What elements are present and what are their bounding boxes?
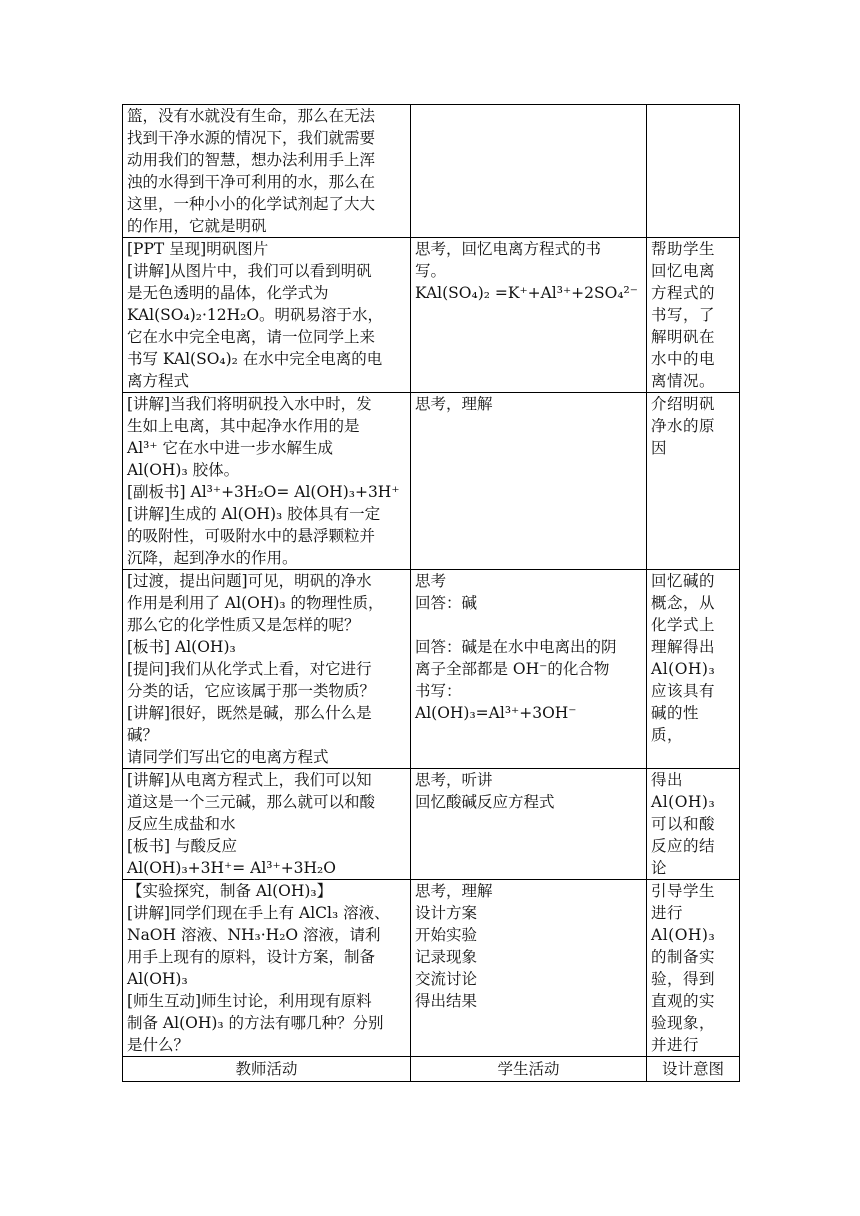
- lesson-plan-table: [122, 104, 740, 1082]
- table-row: [123, 105, 740, 238]
- text-line: 写。: [415, 262, 447, 280]
- text-line: 引导学生: [651, 882, 716, 900]
- teacher-cell: [123, 769, 411, 880]
- text-line: 可以和酸: [651, 815, 716, 833]
- text-line: 离情况。: [651, 372, 716, 390]
- intent-cell: [647, 769, 740, 880]
- text-line: [讲解]从图片中，我们可以看到明矾: [127, 262, 372, 280]
- text-line: 它在水中完全电离，请一位同学上来: [127, 328, 376, 346]
- text-line: 是什么？: [127, 1036, 190, 1054]
- text-line: 并进行: [651, 1036, 700, 1054]
- text-line: [师生互动]师生讨论，利用现有原料: [127, 992, 372, 1010]
- teacher-cell: [123, 238, 411, 393]
- text-line: [板书] Al(OH)₃: [127, 638, 236, 656]
- text-line: 介绍明矾: [651, 395, 716, 413]
- teacher-cell: [123, 105, 411, 238]
- text-line: 反应生成盐和水: [127, 815, 236, 833]
- text-line: 应该具有: [651, 682, 716, 700]
- text-line: 制备 Al(OH)₃ 的方法有哪几种？分别: [127, 1014, 384, 1032]
- text-line: [讲解]很好，既然是碱，那么什么是: [127, 704, 372, 722]
- text-line: 验，得到: [651, 970, 716, 988]
- text-line: 动用我们的智慧，想办法利用手上浑: [127, 151, 376, 169]
- student-cell: [411, 238, 647, 393]
- text-line: [讲解]同学们现在手上有 AlCl₃ 溶液、: [127, 904, 390, 922]
- text-line: 净水的原: [651, 417, 716, 435]
- text-line: 用手上现有的原料，设计方案，制备: [127, 948, 376, 966]
- intent-cell: [647, 105, 740, 238]
- student-cell: [411, 393, 647, 570]
- text-line: 回忆酸碱反应方程式: [415, 793, 555, 811]
- student-cell: [411, 880, 647, 1057]
- table-footer-row: [123, 1057, 740, 1082]
- text-line: Al(OH)₃: [651, 793, 716, 811]
- text-line: KAl(SO₄)₂ =K⁺+Al³⁺+2SO₄²⁻: [415, 284, 638, 302]
- text-line: 得出: [651, 771, 684, 789]
- text-line: 道这是一个三元碱，那么就可以和酸: [127, 793, 376, 811]
- text-line: Al(OH)₃=Al³⁺+3OH⁻: [415, 704, 577, 722]
- text-line: 开始实验: [415, 926, 478, 944]
- text-line: 回忆碱的: [651, 572, 716, 590]
- text-line: 作用是利用了 Al(OH)₃ 的物理性质，: [127, 594, 384, 612]
- text-line: 思考，听讲: [415, 771, 493, 789]
- text-line: 思考，理解: [415, 882, 493, 900]
- text-line: KAl(SO₄)₂·12H₂O。明矾易溶于水，: [127, 306, 384, 324]
- intent-cell: [647, 238, 740, 393]
- table-row: [123, 570, 740, 769]
- text-line: Al(OH)₃+3H⁺= Al³⁺+3H₂O: [127, 859, 336, 877]
- text-line: [讲解]从电离方程式上，我们可以知: [127, 771, 372, 789]
- text-line: 的作用，它就是明矾: [127, 217, 267, 235]
- text-line: 是无色透明的晶体，化学式为: [127, 284, 329, 302]
- text-line: 的制备实: [651, 948, 716, 966]
- text-line: 理解得出: [651, 638, 716, 656]
- table-row: [123, 393, 740, 570]
- teacher-cell: [123, 880, 411, 1057]
- text-line: 进行: [651, 904, 684, 922]
- text-line: 篮，没有水就没有生命，那么在无法: [127, 107, 376, 125]
- text-line: [提问]我们从化学式上看，对它进行: [127, 660, 372, 678]
- text-line: 请同学们写出它的电离方程式: [127, 748, 329, 766]
- text-line: [讲解]当我们将明矾投入水中时，发: [127, 395, 372, 413]
- text-line: 沉降，起到净水的作用。: [127, 549, 298, 567]
- text-line: 思考，理解: [415, 395, 493, 413]
- text-line: 直观的实: [651, 992, 716, 1010]
- student-cell: [411, 570, 647, 769]
- table-row: [123, 880, 740, 1057]
- text-line: 因: [651, 439, 668, 457]
- text-line: 【实验探究，制备 Al(OH)₃】: [127, 882, 333, 900]
- text-line: 设计方案: [415, 904, 478, 922]
- text-line: 碱？: [127, 726, 159, 744]
- footer-teacher-activity: 教师活动: [123, 1057, 411, 1082]
- text-line: 离子全部都是 OH⁻的化合物: [415, 660, 610, 678]
- text-line: 交流讨论: [415, 970, 478, 988]
- text-line: 生如上电离，其中起净水作用的是: [127, 417, 360, 435]
- text-line: 找到干净水源的情况下，我们就需要: [127, 129, 376, 147]
- intent-cell: [647, 570, 740, 769]
- intent-cell: [647, 880, 740, 1057]
- text-line: 这里，一种小小的化学试剂起了大大: [127, 195, 376, 213]
- teacher-cell: [123, 570, 411, 769]
- text-line: 记录现象: [415, 948, 478, 966]
- text-line: 书写：: [415, 682, 462, 700]
- text-line: 回忆电离: [651, 262, 716, 280]
- text-line: 解明矾在: [651, 328, 716, 346]
- text-line: Al³⁺ 它在水中进一步水解生成: [127, 439, 333, 457]
- text-line: 化学式上: [651, 616, 716, 634]
- text-line: 验现象，: [651, 1014, 716, 1032]
- text-line: 碱的性: [651, 704, 700, 722]
- footer-student-activity: 学生活动: [411, 1057, 647, 1082]
- text-line: 回答：碱是在水中电离出的阴: [415, 638, 617, 656]
- text-line: Al(OH)₃: [651, 926, 716, 944]
- student-cell: [411, 769, 647, 880]
- text-line: 概念，从: [651, 594, 716, 612]
- text-line: 方程式的: [651, 284, 716, 302]
- text-line: Al(OH)₃: [651, 660, 716, 678]
- text-line: [板书] 与酸反应: [127, 837, 238, 855]
- text-line: 论: [651, 859, 668, 877]
- text-line: 质，: [651, 726, 684, 744]
- footer-design-intent: 设计意图: [647, 1057, 740, 1082]
- text-line: 浊的水得到干净可利用的水，那么在: [127, 173, 376, 191]
- text-line: Al(OH)₃ 胶体。: [127, 461, 240, 479]
- text-line: 那么它的化学性质又是怎样的呢？: [127, 616, 360, 634]
- text-line: 离方程式: [127, 372, 190, 390]
- intent-cell: [647, 393, 740, 570]
- text-line: [PPT 呈现]明矾图片: [127, 240, 269, 258]
- text-line: [副板书] Al³⁺+3H₂O= Al(OH)₃+3H⁺: [127, 483, 400, 501]
- text-line: 思考，回忆电离方程式的书: [415, 240, 602, 258]
- text-line: 反应的结: [651, 837, 716, 855]
- text-line: 的吸附性，可吸附水中的悬浮颗粒并: [127, 527, 376, 545]
- text-line: 水中的电: [651, 350, 716, 368]
- table-row: [123, 238, 740, 393]
- text-line: 书写 KAl(SO₄)₂ 在水中完全电离的电: [127, 350, 383, 368]
- text-line: 回答：碱: [415, 594, 478, 612]
- text-line: 得出结果: [415, 992, 478, 1010]
- text-line: [讲解]生成的 Al(OH)₃ 胶体具有一定: [127, 505, 381, 523]
- text-line: [过渡，提出问题]可见，明矾的净水: [127, 572, 372, 590]
- text-line: 思考: [415, 572, 447, 590]
- text-line: Al(OH)₃: [127, 970, 188, 988]
- student-cell: [411, 105, 647, 238]
- table-row: [123, 769, 740, 880]
- text-line: 分类的话，它应该属于那一类物质？: [127, 682, 376, 700]
- text-line: [415, 614, 642, 636]
- text-line: 书写，了: [651, 306, 716, 324]
- text-line: NaOH 溶液、NH₃·H₂O 溶液，请利: [127, 926, 381, 944]
- text-line: 帮助学生: [651, 240, 716, 258]
- teacher-cell: [123, 393, 411, 570]
